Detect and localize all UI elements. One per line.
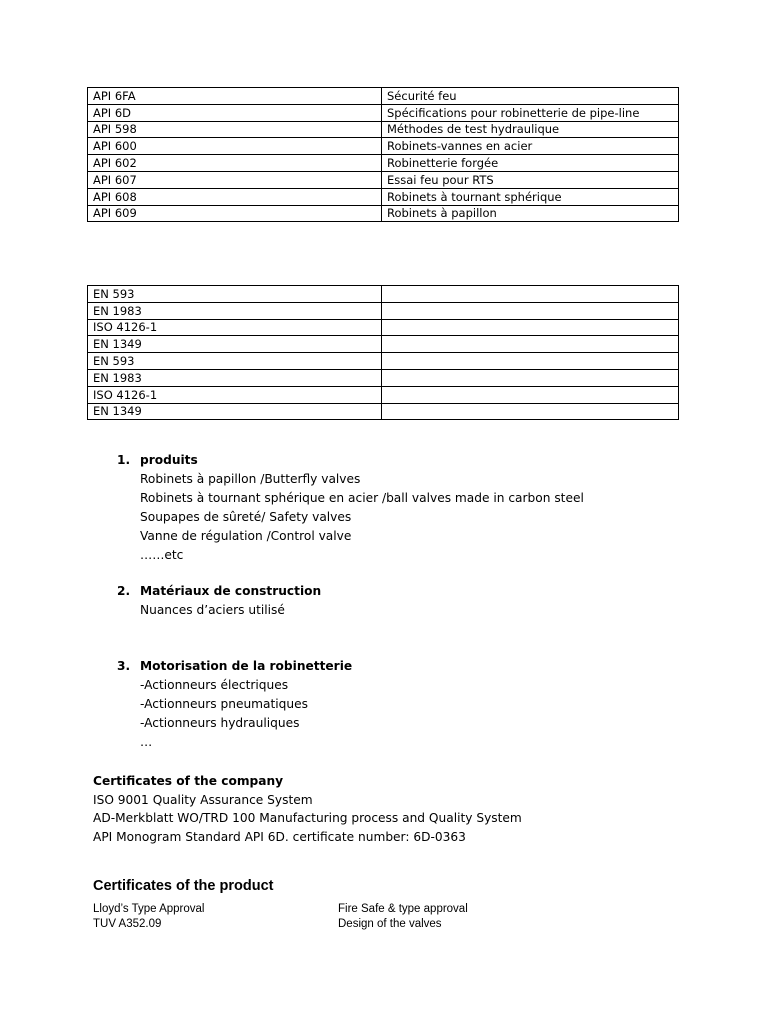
company-certificates-section: [93, 773, 522, 848]
table-row: [88, 386, 679, 403]
list-line: Vanne de régulation /Control valve: [140, 529, 352, 543]
certificate-name: Lloyd’s Type Approval: [93, 903, 205, 915]
certificate-line: ISO 9001 Quality Assurance System: [93, 792, 313, 807]
table-row: [88, 121, 679, 138]
standard-description-cell: [382, 369, 679, 386]
standard-code-cell: EN 593: [88, 353, 382, 370]
certificate-line: AD-Merkblatt WO/TRD 100 Manufacturing process and Quality System: [93, 811, 522, 826]
table-row: [88, 138, 679, 155]
table-row: [88, 302, 679, 319]
standard-code-cell: API 600: [88, 138, 382, 155]
standard-description-cell: [382, 353, 679, 370]
standard-code-cell: EN 1983: [88, 302, 382, 319]
certificate-name: TUV A352.09: [93, 917, 162, 930]
table-row: [88, 286, 679, 303]
list-number: 1.: [117, 453, 131, 467]
standard-code-cell: API 607: [88, 171, 382, 188]
product-certificates-grid: [93, 902, 693, 931]
standard-description-cell: [382, 386, 679, 403]
list-line: Robinets à tournant sphérique en acier /ball valves made in carbon steel: [140, 491, 584, 505]
table-row: [88, 369, 679, 386]
table-row: [88, 336, 679, 353]
table-row: [88, 155, 679, 172]
table-row: [88, 205, 679, 222]
list-line: -Actionneurs pneumatiques: [140, 697, 308, 711]
standard-description-cell: [382, 286, 679, 303]
standard-code-cell: API 6FA: [88, 88, 382, 105]
standard-code-cell: ISO 4126-1: [88, 319, 382, 336]
standard-description-cell: [382, 403, 679, 420]
list-line: ……etc: [140, 548, 184, 562]
standard-description-cell: Essai feu pour RTS: [382, 171, 679, 188]
list-item: [93, 902, 693, 917]
standard-description-cell: [382, 319, 679, 336]
standard-code-cell: EN 1349: [88, 403, 382, 420]
list-item: [93, 917, 693, 932]
list-title: produits: [140, 453, 198, 467]
standard-description-cell: Robinetterie forgée: [382, 155, 679, 172]
list-number: 2.: [117, 584, 131, 598]
table-row: [88, 319, 679, 336]
standard-description-cell: [382, 302, 679, 319]
standard-description-cell: Méthodes de test hydraulique: [382, 121, 679, 138]
list-line: -Actionneurs électriques: [140, 678, 289, 692]
list-line: …: [140, 735, 153, 749]
standard-code-cell: API 6D: [88, 104, 382, 121]
standard-code-cell: API 598: [88, 121, 382, 138]
table-row: [88, 353, 679, 370]
standard-code-cell: EN 593: [88, 286, 382, 303]
standard-description-cell: Spécifications pour robinetterie de pipe-line: [382, 104, 679, 121]
standard-code-cell: API 609: [88, 205, 382, 222]
list-line: Nuances d’aciers utilisé: [140, 603, 285, 617]
list-title: Matériaux de construction: [140, 584, 322, 598]
en-iso-standards-table: [87, 285, 679, 420]
certificate-description: Design of the valves: [338, 917, 442, 930]
standard-description-cell: [382, 336, 679, 353]
standard-code-cell: API 602: [88, 155, 382, 172]
table-row: [88, 88, 679, 105]
table-row: [88, 171, 679, 188]
table-row: [88, 188, 679, 205]
certificate-line: API Monogram Standard API 6D. certificate number: 6D-0363: [93, 830, 466, 845]
product-certificates-section: [93, 877, 693, 931]
table-row: [88, 104, 679, 121]
api-standards-table: [87, 87, 679, 222]
standard-code-cell: ISO 4126-1: [88, 386, 382, 403]
standard-code-cell: EN 1983: [88, 369, 382, 386]
standard-description-cell: Robinets-vannes en acier: [382, 138, 679, 155]
standard-description-cell: Robinets à tournant sphérique: [382, 188, 679, 205]
table-row: [88, 403, 679, 420]
company-certificates-title: Certificates of the company: [93, 774, 284, 788]
standard-description-cell: Sécurité feu: [382, 88, 679, 105]
standard-description-cell: Robinets à papillon: [382, 205, 679, 222]
product-certificates-title: Certificates of the product: [93, 878, 274, 894]
standard-code-cell: EN 1349: [88, 336, 382, 353]
list-number: 3.: [117, 659, 131, 673]
list-title: Motorisation de la robinetterie: [140, 659, 353, 673]
list-line: Robinets à papillon /Butterfly valves: [140, 472, 361, 486]
standard-code-cell: API 608: [88, 188, 382, 205]
list-line: Soupapes de sûreté/ Safety valves: [140, 510, 352, 524]
certificate-description: Fire Safe & type approval: [338, 903, 468, 915]
list-line: -Actionneurs hydrauliques: [140, 716, 300, 730]
